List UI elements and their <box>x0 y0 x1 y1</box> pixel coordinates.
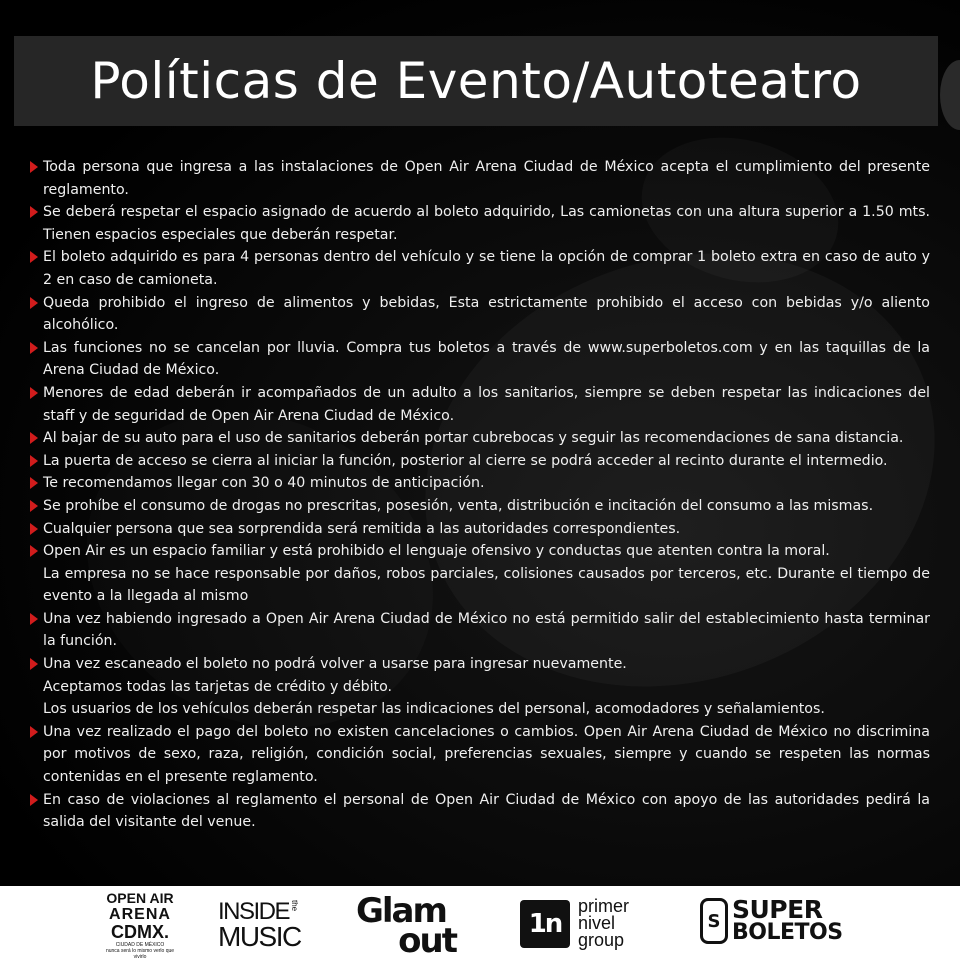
bullet-arrow-icon <box>30 545 38 557</box>
rule-item <box>30 427 930 450</box>
rule-text: Menores de edad deberán ir acompañados de un adulto a los sanitarios, siempre se deben respetar las indicaciones del staff y de seguridad de Open Air Arena Ciudad de México. <box>43 384 930 424</box>
rule-text: Se prohíbe el consumo de drogas no prescritas, posesión, venta, distribución e incitación del consumo a las mismas. <box>43 497 874 514</box>
logo-text: MX <box>136 922 164 942</box>
sponsor-footer <box>0 886 960 960</box>
logo-text: OPEN AIR <box>106 890 174 906</box>
logo-text: group <box>578 930 625 950</box>
superboletos-mark-icon: S <box>700 898 728 944</box>
logo-text: Glam <box>356 891 446 931</box>
rule-item <box>30 721 930 789</box>
logo-text: CIUDAD DE MÉXICO <box>115 942 165 948</box>
rule-item <box>30 156 930 201</box>
rule-item <box>30 495 930 518</box>
rule-text: Cualquier persona que sea sorprendida será remitida a las autoridades correspondientes. <box>43 520 681 537</box>
logo-text: ARENA <box>109 906 171 923</box>
background-shape <box>940 60 960 130</box>
rule-text: Se deberá respetar el espacio asignado de acuerdo al boleto adquirido, Las camionetas con una altura superior a 1.50 mts. Tienen espacios especiales que deberán respetar. <box>43 204 930 243</box>
rule-text: Las funciones no se cancelan por lluvia. Compra tus boletos a través de www.superboletos.com y en las taquillas de la Arena Ciudad de México. <box>43 339 930 379</box>
logo-text: nivel <box>578 913 616 933</box>
rule-item <box>30 563 930 608</box>
rule-item <box>30 450 930 473</box>
logo-text: the <box>290 900 300 912</box>
bullet-arrow-icon <box>30 297 38 309</box>
rule-text: Toda persona que ingresa a las instalaciones de Open Air Arena Ciudad de México acepta el cumplimiento del presente reglamento. <box>43 159 930 198</box>
rule-item <box>30 246 930 291</box>
bullet-arrow-icon <box>30 206 38 218</box>
logo-text: BOLETOS <box>732 920 843 945</box>
rule-item <box>30 698 930 721</box>
bullet-arrow-icon <box>30 432 38 444</box>
rule-item <box>30 337 930 382</box>
logo-text: . <box>163 922 169 942</box>
rule-item <box>30 382 930 427</box>
glam-out-logo <box>356 891 460 960</box>
title-bar <box>14 36 938 126</box>
inside-the-music-logo <box>218 900 301 950</box>
logo-text: SUPER <box>732 895 823 924</box>
logo-text: CD <box>110 922 137 942</box>
bullet-arrow-icon <box>30 658 38 670</box>
rule-text: Aceptamos todas las tarjetas de crédito y débito. <box>43 678 393 695</box>
open-air-arena-logo <box>100 890 180 960</box>
rule-text: Una vez habiendo ingresado a Open Air Arena Ciudad de México no está permitido salir del establecimiento hasta terminar la función. <box>43 610 930 650</box>
rules-list <box>30 156 930 834</box>
rule-item <box>30 292 930 337</box>
primer-nivel-group-logo <box>520 898 629 949</box>
bullet-arrow-icon <box>30 613 38 625</box>
rule-text: El boleto adquirido es para 4 personas dentro del vehículo y se tiene la opción de comprar 1 boleto extra en caso de auto y 2 en caso de camioneta. <box>43 249 930 288</box>
rule-item <box>30 608 930 653</box>
logo-text: primer <box>578 896 630 916</box>
logo-text: MUSIC <box>218 921 301 952</box>
rule-text: Te recomendamos llegar con 30 o 40 minutos de anticipación. <box>43 475 485 492</box>
rule-text: La puerta de acceso se cierra al iniciar la función, posterior al cierre se podrá acceder al recinto durante el intermedio. <box>43 452 888 469</box>
superboletos-logo <box>700 895 843 945</box>
rule-text: En caso de violaciones al reglamento el personal de Open Air Ciudad de México con apoyo de las autoridades pedirá la salida del visitante del venue. <box>43 791 930 831</box>
rule-item <box>30 676 930 699</box>
rule-item <box>30 540 930 563</box>
bullet-arrow-icon <box>30 726 38 738</box>
rule-item <box>30 201 930 246</box>
primer-nivel-mark-icon: 1n <box>520 900 570 948</box>
rule-item <box>30 518 930 541</box>
rule-text: Una vez realizado el pago del boleto no existen cancelaciones o cambios. Open Air Arena Ciudad de México no discrimina por motivos de sexo, raza, religión, condición social, preferencias sexuales, siempre y cuando se respeten las normas contenidas en el presente reglamento. <box>43 723 930 786</box>
rule-item <box>30 789 930 834</box>
bullet-arrow-icon <box>30 794 38 806</box>
bullet-arrow-icon <box>30 523 38 535</box>
bullet-arrow-icon <box>30 455 38 467</box>
logo-text: INSIDE <box>218 898 290 925</box>
rule-text: Open Air es un espacio familiar y está prohibido el lenguaje ofensivo y conductas que atenten contra la moral. <box>43 543 830 560</box>
bullet-arrow-icon <box>30 500 38 512</box>
bullet-arrow-icon <box>30 477 38 489</box>
rule-text: Los usuarios de los vehículos deberán respetar las indicaciones del personal, acomodadores y señalamientos. <box>43 701 825 718</box>
logo-text <box>100 923 180 942</box>
rule-text: La empresa no se hace responsable por daños, robos parciales, colisiones causados por terceros, etc. Durante el tiempo de evento a la llegada al mismo <box>43 565 930 605</box>
bullet-arrow-icon <box>30 342 38 354</box>
bullet-arrow-icon <box>30 387 38 399</box>
rule-text: Queda prohibido el ingreso de alimentos y bebidas, Esta estrictamente prohibido el acceso con bebidas y/o aliento alcohólico. <box>43 294 930 334</box>
bullet-arrow-icon <box>30 251 38 263</box>
rule-text: Al bajar de su auto para el uso de sanitarios deberán portar cubrebocas y seguir las recomendaciones de sana distancia. <box>43 430 904 447</box>
rule-item <box>30 653 930 676</box>
page-title: Políticas de Evento/Autoteatro <box>90 52 862 110</box>
bullet-arrow-icon <box>30 161 38 173</box>
rule-text: Una vez escaneado el boleto no podrá volver a usarse para ingresar nuevamente. <box>43 656 627 673</box>
logo-text: nunca será lo mismo verlo que vivirlo <box>105 948 175 960</box>
logo-text: out <box>398 921 456 960</box>
rule-item <box>30 472 930 495</box>
